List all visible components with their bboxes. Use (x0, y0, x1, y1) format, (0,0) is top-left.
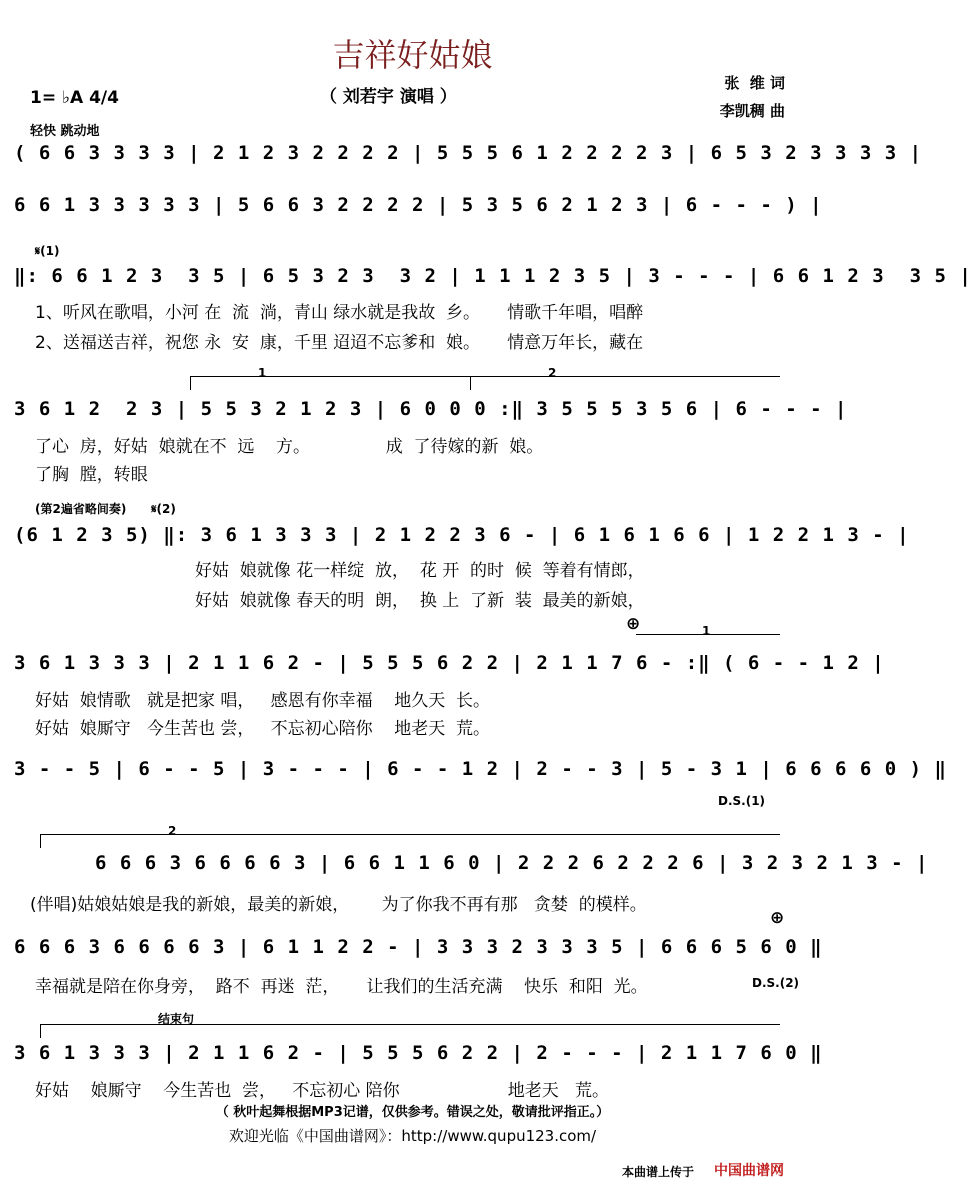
ending-number-2: 2 (548, 366, 557, 380)
lyrics-row-4-verse-2: 了胸 膛，转眼 (35, 465, 148, 485)
ending-number-1: 1 (258, 366, 267, 380)
ending-number-row6: 1 (702, 624, 711, 638)
site-logo: 中国曲谱网 (714, 1163, 784, 1179)
lyrics-row-6-verse-1: 好姑 娘情歌 就是把家 唱， 感恩有你幸福 地久天 长。 (35, 691, 491, 711)
coda-mark-1: ⊕ (626, 614, 641, 634)
lyrics-row-5-verse-1: 好姑 娘就像 花一样绽 放， 花 开 的时 候 等着有情郎， (195, 561, 645, 581)
ending-bracket-row10 (40, 1024, 780, 1025)
score-row-10: 3 6 1 3 3 3 | 2 1 1 6 2 - | 5 5 5 6 2 2 | 2 - - - | 2 1 1 7 6 0 ‖ (14, 1042, 823, 1064)
ending-phrase-label: 结束句 (158, 1012, 195, 1026)
lyrics-row-3-verse-1: 1、听风在歌唱，小河 在 流 淌，青山 绿水就是我故 乡。 情歌千年唱，唱醉 (35, 303, 644, 323)
site-link[interactable]: 欢迎光临《中国曲谱网》：http://www.qupu123.com/ (228, 1127, 597, 1145)
lyrics-row-6-verse-2: 好姑 娘厮守 今生苦也 尝， 不忘初心陪你 地老天 荒。 (35, 719, 491, 739)
composer-credit: 李凯稠 曲 (719, 102, 785, 120)
singer-credit: （ 刘若宇 演唱 ） (320, 87, 457, 107)
transcriber-note: （ 秋叶起舞根据MP3记谱，仅供参考。错误之处，敬请批评指正。） (215, 1105, 610, 1120)
lyrics-row-3-verse-2: 2、送福送吉祥，祝您 永 安 康，千里 迢迢不忘爹和 娘。 情意万年长，藏在 (35, 333, 644, 353)
score-row-3: ‖: 6 6 1 2 3 3 5 | 6 5 3 2 3 3 2 | 1 1 1 2 3 5 | 3 - - - | 6 6 1 2 3 3 5 | (14, 265, 972, 287)
lyricist-credit: 张 维 词 (724, 74, 785, 92)
lyrics-row-9: 幸福就是陪在你身旁， 路不 再迷 茫， 让我们的生活充满 快乐 和阳 光。 (35, 977, 648, 997)
ending-bracket-2 (470, 376, 780, 377)
score-row-5: (6 1 2 3 5) ‖: 3 6 1 3 3 3 | 2 1 2 2 3 6 - | 6 1 6 1 6 6 | 1 2 2 1 3 - | (14, 524, 910, 546)
upload-note: 本曲谱上传于 (622, 1165, 695, 1179)
score-row-4: 3 6 1 2 2 3 | 5 5 3 2 1 2 3 | 6 0 0 0 :‖ 3 5 5 5 3 5 6 | 6 - - - | (14, 398, 848, 420)
score-row-9: 6 6 6 3 6 6 6 6 3 | 6 1 1 2 2 - | 3 3 3 2 3 3 3 5 | 6 6 6 5 6 0 ‖ (14, 936, 823, 958)
segno-mark-1: 𝄋(1) (35, 244, 60, 258)
lyrics-row-8: (伴唱)姑娘姑娘是我的新娘，最美的新娘， 为了你我不再有那 贪婪 的模样。 (30, 895, 647, 915)
lyrics-row-5-verse-2: 好姑 娘就像 春天的明 朗， 换 上 了新 装 最美的新娘， (195, 591, 645, 611)
lyrics-row-10: 好姑 娘厮守 今生苦也 尝， 不忘初心 陪你 地老天 荒。 (35, 1081, 609, 1101)
ending-bracket-1 (190, 376, 470, 377)
ending-bracket-2-hook (470, 376, 471, 390)
score-row-7: 3 - - 5 | 6 - - 5 | 3 - - - | 6 - - 1 2 | 2 - - 3 | 5 - 3 1 | 6 6 6 6 0 ) ‖ (14, 758, 947, 780)
ending-bracket-row8-hook (40, 834, 41, 848)
ending-number-row8: 2 (168, 824, 177, 838)
coda-mark-2: ⊕ (770, 908, 785, 928)
song-title: 吉祥好姑娘 (332, 36, 493, 74)
key-signature: 1= ♭A 4/4 (30, 88, 119, 108)
score-row-2: 6 6 1 3 3 3 3 3 | 5 6 6 3 2 2 2 2 | 5 3 5 6 2 1 2 3 | 6 - - - ) | (14, 194, 823, 216)
tempo-marking: 轻快 跳动地 (30, 124, 100, 139)
ending-bracket-row10-hook (40, 1024, 41, 1038)
score-row-1: ( 6 6 3 3 3 3 | 2 1 2 3 2 2 2 2 | 5 5 5 6 1 2 2 2 2 3 | 6 5 3 2 3 3 3 3 | (14, 142, 923, 164)
interlude-note: (第2遍省略间奏) 𝄋(2) (35, 502, 176, 516)
ds-mark-2: D.S.(2) (752, 976, 800, 990)
lyrics-row-4-verse-1: 了心 房，好姑 娘就在不 远 方。 成 了待嫁的新 娘。 (35, 437, 544, 457)
ds-mark-1: D.S.(1) (718, 794, 766, 808)
ending-bracket-row8 (40, 834, 780, 835)
ending-bracket-1-hook (190, 376, 191, 390)
score-row-6: 3 6 1 3 3 3 | 2 1 1 6 2 - | 5 5 5 6 2 2 | 2 1 1 7 6 - :‖ ( 6 - - 1 2 | (14, 652, 885, 674)
score-row-8: 6 6 6 3 6 6 6 6 3 | 6 6 1 1 6 0 | 2 2 2 6 2 2 2 6 | 3 2 3 2 1 3 - | (95, 852, 929, 874)
